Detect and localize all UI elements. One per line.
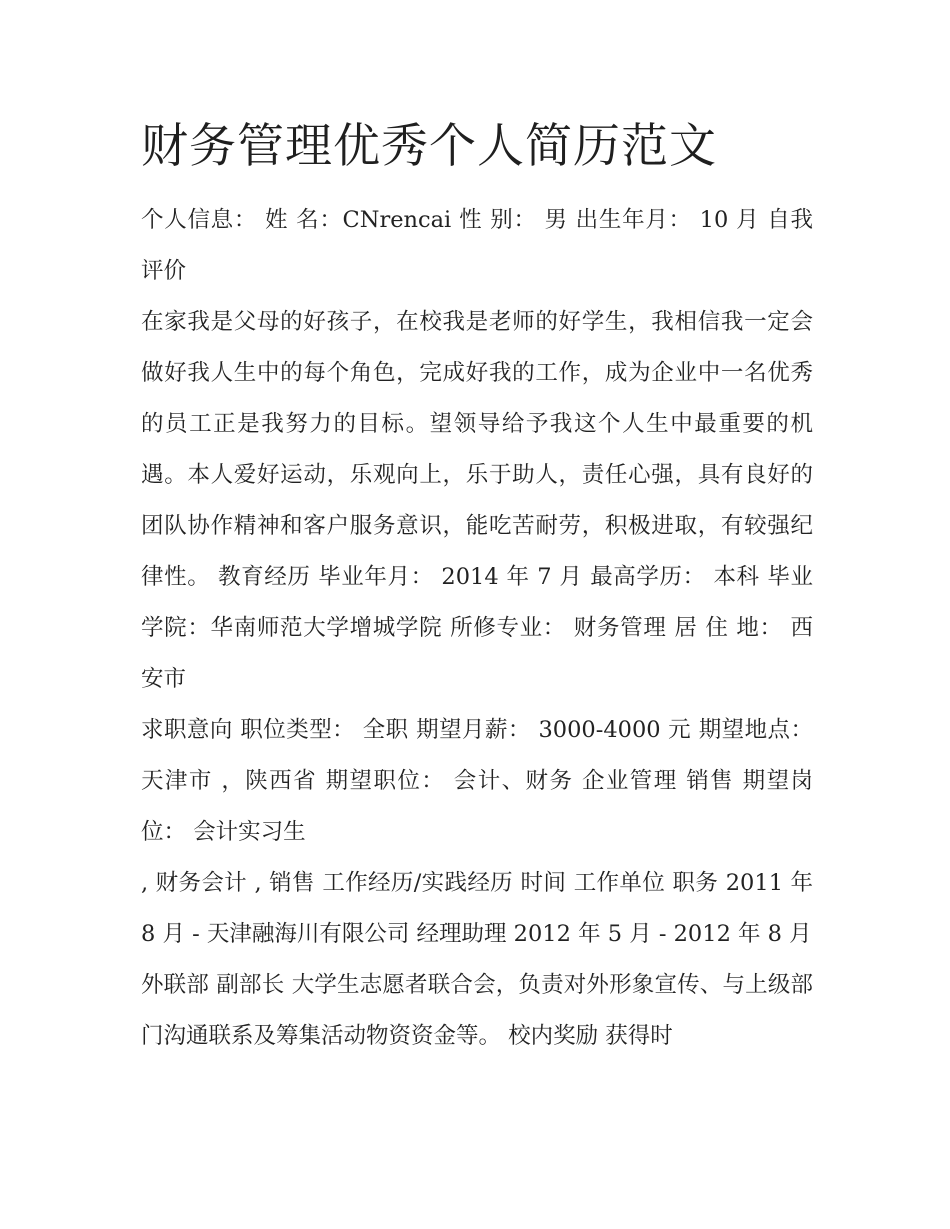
- paragraph-self-evaluation: 在家我是父母的好孩子，在校我是老师的好学生，我相信我一定会做好我人生中的每个角色，完成好我的工作，成为企业中一名优秀的员工正是我努力的目标。望领导给予我这个人生中最重要的机遇。本人爱好运动，乐观向上，乐于助人，责任心强，具有良好的团队协作精神和客户服务意识，能吃苦耐劳，积极进取，有较强纪律性。 教育经历 毕业年月： 2014 年 7 月 最高学历： 本科 毕业学院：华南师范大学增城学院 所修专业： 财务管理 居 住 地： 西安市: [141, 309, 813, 692]
- paragraph-job-intention: 求职意向 职位类型： 全职 期望月薪： 3000-4000 元 期望地点： 天津市 ，陕西省 期望职位： 会计、财务 企业管理 销售 期望岗位： 会计实习生: [141, 717, 821, 845]
- document-body: [141, 116, 821, 1062]
- paragraph-work-experience: , 财务会计 , 销售 工作经历/实践经历 时间 工作单位 职务 2011 年 8 月 - 天津融海川有限公司 经理助理 2012 年 5 月 - 2012 年 8 月: [141, 870, 821, 947]
- page-title: 财务管理优秀个人简历范文: [141, 119, 717, 174]
- paragraph-activities: 外联部 副部长 大学生志愿者联合会，负责对外形象宣传、与上级部门沟通联系及筹集活动物资资金等。 校内奖励 获得时: [141, 972, 813, 1049]
- paragraph-personal-info: 个人信息： 姓 名：CNrencai 性 别： 男 出生年月： 10 月 自我评价: [141, 207, 813, 284]
